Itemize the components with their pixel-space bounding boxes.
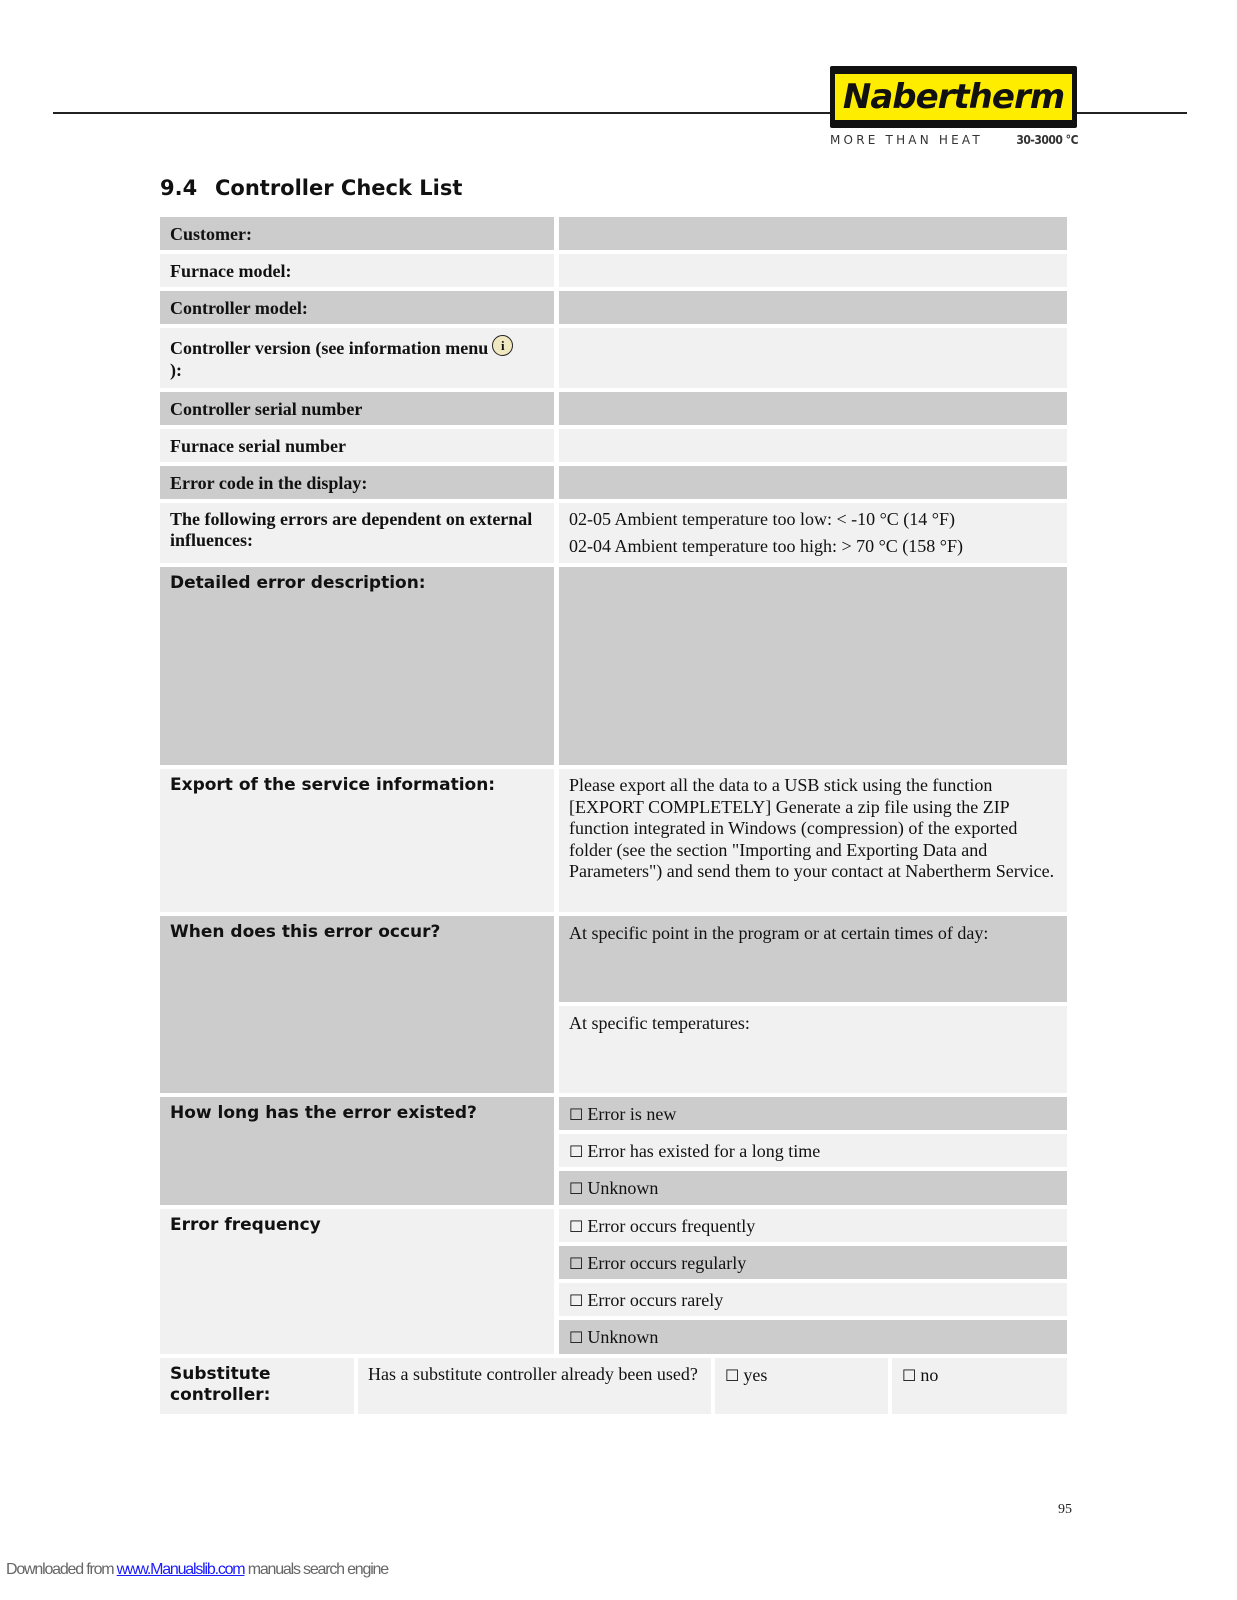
page-number: 95 <box>1058 1502 1072 1517</box>
substitute-no-option[interactable] <box>892 1358 1067 1414</box>
furnace-serial-field[interactable] <box>559 429 1067 462</box>
checkbox-icon[interactable]: ☐ <box>569 1105 584 1124</box>
manualslib-link[interactable]: www.Manualslib.com <box>116 1561 245 1578</box>
option-label: Error is new <box>587 1104 677 1124</box>
option-label: Error occurs regularly <box>587 1253 747 1273</box>
option-label: no <box>920 1365 939 1385</box>
substitute-question: Has a substitute controller already been used? <box>358 1358 711 1414</box>
option-label: yes <box>743 1365 768 1385</box>
controller-version-text: Controller version (see information menu <box>170 338 489 358</box>
detailed-description-label: Detailed error description: <box>160 567 554 765</box>
footer-prefix: Downloaded from <box>6 1561 114 1578</box>
option-label: Unknown <box>587 1178 659 1198</box>
substitute-label: Substitute controller: <box>160 1358 354 1414</box>
furnace-serial-label: Furnace serial number <box>160 429 554 462</box>
option-label: Unknown <box>587 1327 659 1347</box>
when-temperatures-field[interactable]: At specific temperatures: <box>559 1006 1067 1093</box>
logo-text: Nabertherm <box>842 77 1065 117</box>
temperature-range: 30-3000 °C <box>1016 133 1078 147</box>
option-frequency-unknown[interactable] <box>559 1320 1067 1354</box>
option-how-long-unknown[interactable] <box>559 1171 1067 1205</box>
export-instructions: Please export all the data to a USB stick using the function [EXPORT COMPLETELY] Generate a zip file using the ZIP function integrated in Windows (compression) of the exported folder (see the section "Importing and Exporting Data and Parameters") and send them to your contact at Nabertherm Service. <box>559 769 1067 912</box>
checkbox-icon[interactable]: ☐ <box>725 1366 740 1385</box>
error-code-field[interactable] <box>559 466 1067 499</box>
option-frequently[interactable] <box>559 1209 1067 1242</box>
option-rarely[interactable] <box>559 1283 1067 1316</box>
substitute-yes-option[interactable] <box>715 1358 888 1414</box>
info-icon: i <box>492 335 513 356</box>
controller-model-field[interactable] <box>559 291 1067 324</box>
external-errors-label: The following errors are dependent on external influences: <box>160 503 554 563</box>
checkbox-icon[interactable]: ☐ <box>569 1217 584 1236</box>
section-heading <box>160 176 462 200</box>
frequency-label: Error frequency <box>160 1209 554 1354</box>
option-label: Error occurs frequently <box>587 1216 756 1236</box>
furnace-model-field[interactable] <box>559 254 1067 287</box>
nabertherm-logo <box>830 66 1077 128</box>
option-label: Error has existed for a long time <box>587 1141 821 1161</box>
customer-label: Customer: <box>160 217 554 250</box>
how-long-label: How long has the error existed? <box>160 1097 554 1205</box>
tagline-text: MORE THAN HEAT <box>830 133 983 147</box>
controller-version-end: ): <box>170 360 182 380</box>
checkbox-icon[interactable]: ☐ <box>902 1366 917 1385</box>
export-label: Export of the service information: <box>160 769 554 912</box>
checkbox-icon[interactable]: ☐ <box>569 1254 584 1273</box>
external-error-item: 02-05 Ambient temperature too low: < -10 °C (14 °F) <box>569 509 955 529</box>
when-program-field[interactable]: At specific point in the program or at certain times of day: <box>559 916 1067 1002</box>
option-label: Error occurs rarely <box>587 1290 724 1310</box>
download-footer <box>6 1561 388 1579</box>
controller-version-field[interactable] <box>559 328 1067 388</box>
logo-tagline <box>830 133 1078 147</box>
detailed-description-field[interactable] <box>559 567 1067 765</box>
external-error-item: 02-04 Ambient temperature too high: > 70 °C (158 °F) <box>569 536 963 556</box>
controller-serial-field[interactable] <box>559 392 1067 425</box>
option-error-long-time[interactable] <box>559 1134 1067 1167</box>
footer-suffix: manuals search engine <box>247 1561 388 1578</box>
checkbox-icon[interactable]: ☐ <box>569 1328 584 1347</box>
option-regularly[interactable] <box>559 1246 1067 1279</box>
customer-field[interactable] <box>559 217 1067 250</box>
controller-version-label <box>160 328 554 388</box>
option-error-is-new[interactable] <box>559 1097 1067 1130</box>
external-errors-list <box>559 503 1067 563</box>
section-number: 9.4 <box>160 176 198 200</box>
section-title: Controller Check List <box>215 176 463 200</box>
checkbox-icon[interactable]: ☐ <box>569 1142 584 1161</box>
checkbox-icon[interactable]: ☐ <box>569 1291 584 1310</box>
error-code-label: Error code in the display: <box>160 466 554 499</box>
checkbox-icon[interactable]: ☐ <box>569 1179 584 1198</box>
furnace-model-label: Furnace model: <box>160 254 554 287</box>
controller-serial-label: Controller serial number <box>160 392 554 425</box>
when-label: When does this error occur? <box>160 916 554 1093</box>
controller-model-label: Controller model: <box>160 291 554 324</box>
